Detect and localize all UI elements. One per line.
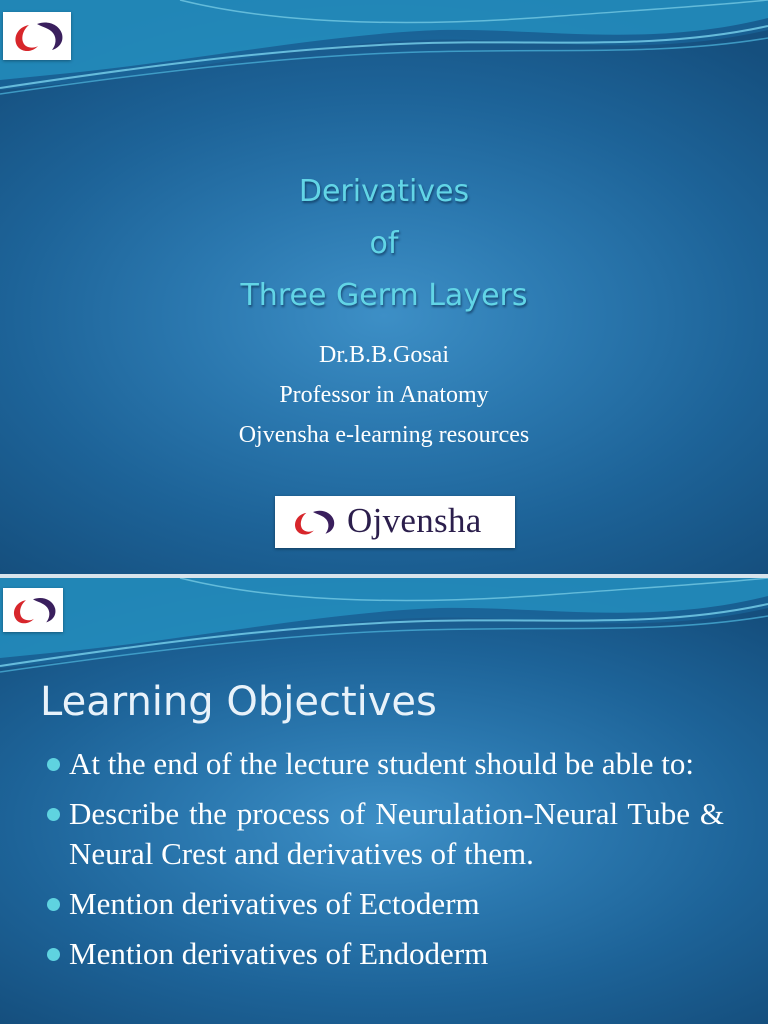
objectives-list	[44, 744, 724, 984]
title-line-2: of	[369, 226, 399, 261]
ojvensha-logo-icon	[3, 12, 71, 60]
author-name: Dr.B.B.Gosai	[318, 342, 449, 368]
logo-badge	[3, 12, 71, 60]
objectives-slide	[0, 578, 768, 1024]
brand-name: Ojvensha	[347, 501, 482, 540]
objective-item	[44, 934, 724, 974]
bullet-icon	[47, 758, 60, 771]
ojvensha-logo-icon	[283, 502, 343, 542]
title-line-3: Three Germ Layers	[240, 278, 528, 313]
objective-text: Mention derivatives of Ectoderm	[69, 886, 480, 921]
slide-title	[0, 166, 768, 322]
ojvensha-logo-icon	[3, 588, 63, 632]
author-position: Professor in Anatomy	[279, 382, 489, 408]
slide-subtitle	[0, 335, 768, 455]
objective-item	[44, 884, 724, 924]
objectives-title: Learning Objectives	[40, 679, 437, 725]
organization-name: Ojvensha e-learning resources	[238, 422, 530, 448]
title-line-1: Derivatives	[298, 174, 470, 209]
bullet-icon	[47, 948, 60, 961]
bullet-icon	[47, 808, 60, 821]
header-wave-decoration	[0, 0, 768, 110]
objective-text: At the end of the lecture student should be able to:	[69, 746, 694, 781]
brand-logo	[275, 496, 515, 548]
objective-text: Describe the process of Neurulation-Neural Tube & Neural Crest and derivatives of them.	[69, 796, 724, 871]
objective-text: Mention derivatives of Endoderm	[69, 936, 489, 971]
logo-badge	[3, 588, 63, 632]
bullet-icon	[47, 898, 60, 911]
objective-item	[44, 744, 724, 784]
header-wave-decoration	[0, 578, 768, 688]
objective-item	[44, 794, 724, 874]
